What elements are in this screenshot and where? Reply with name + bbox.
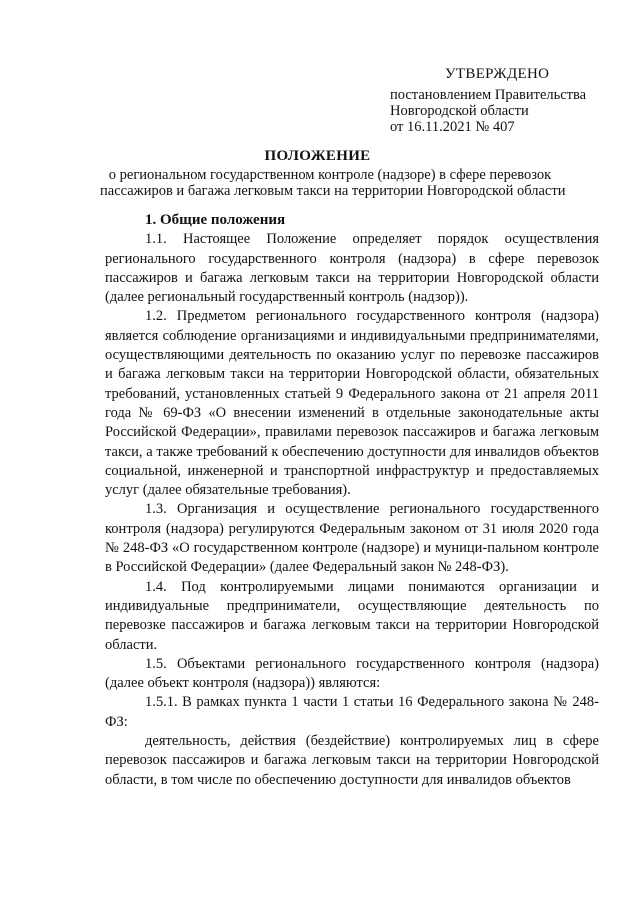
paragraph-1-5: 1.5. Объектами регионального государственного контроля (надзора) (далее объект контроля (надзора)) являются: (105, 655, 599, 692)
paragraph-1-1: 1.1. Настоящее Положение определяет порядок осуществления регионального государственного контроля (надзора) в сфере перевозок пассажиров и багажа легковым такси на территории Новгородской области (далее региональный государственный контроль (надзор)). (105, 231, 599, 306)
document-title: ПОЛОЖЕНИЕ (264, 148, 371, 164)
subtitle-line: о региональном государственном контроле (надзоре) в сфере перевозок (108, 167, 552, 183)
paragraph-1-2: 1.2. Предметом регионального государственного контроля (надзора) является соблюдение организациями и индивидуальными предпринимателями, осуществляющими деятельность по оказанию услуг по перевозке пассажиров и багажа легковым такси на территории Новгородской области, обязательных требований, установленных статьей 9 Федерального закона от 21 апреля 2011 года № 69-ФЗ «О внесении изменений в отдельные законодательные акты Российской Федерации», правилами перевозок пассажиров и багажа легковым такси, а также требований к обеспечению доступности для инвалидов объектов социальной, инженерной и транспортной инфраструктур и предоставляемых услуг (далее обязательные требования). (105, 308, 599, 499)
subtitle-line: пассажиров и багажа легковым такси на территории Новгородской области (100, 183, 566, 199)
paragraph-1-3: 1.3. Организация и осуществление регионального государственного контроля (надзора) регулируются Федеральным законом от 31 июля 2020 года № 248-ФЗ «О государственном контроле (надзоре) и муници-пальном контроле в Российской Федерации» (далее Федеральный закон № 248-ФЗ). (105, 501, 599, 576)
approval-stamp (390, 66, 620, 135)
paragraph-activity: деятельность, действия (бездействие) контролируемых лиц в сфере перевозок пассажиров и багажа легковым такси на территории Новгородской области, в том числе по обеспечению доступности для инвалидов объектов (105, 733, 599, 788)
approval-line: Новгородской области (390, 103, 529, 119)
approval-line: постановлением Правительства (390, 87, 587, 103)
document-subtitle (100, 167, 566, 199)
approval-title: УТВЕРЖДЕНО (445, 66, 550, 82)
section-heading: 1. Общие положения (145, 212, 286, 228)
paragraph-1-4: 1.4. Под контролируемыми лицами понимаются организации и индивидуальные предприниматели, осуществляющие деятельность по перевозке пассажиров и багажа легковым такси на территории Новгородской области. (105, 578, 599, 653)
document-body (105, 211, 599, 790)
paragraph-1-5-1: 1.5.1. В рамках пункта 1 части 1 статьи 16 Федерального закона № 248-ФЗ: (105, 694, 599, 730)
approval-line: от 16.11.2021 № 407 (390, 119, 515, 135)
